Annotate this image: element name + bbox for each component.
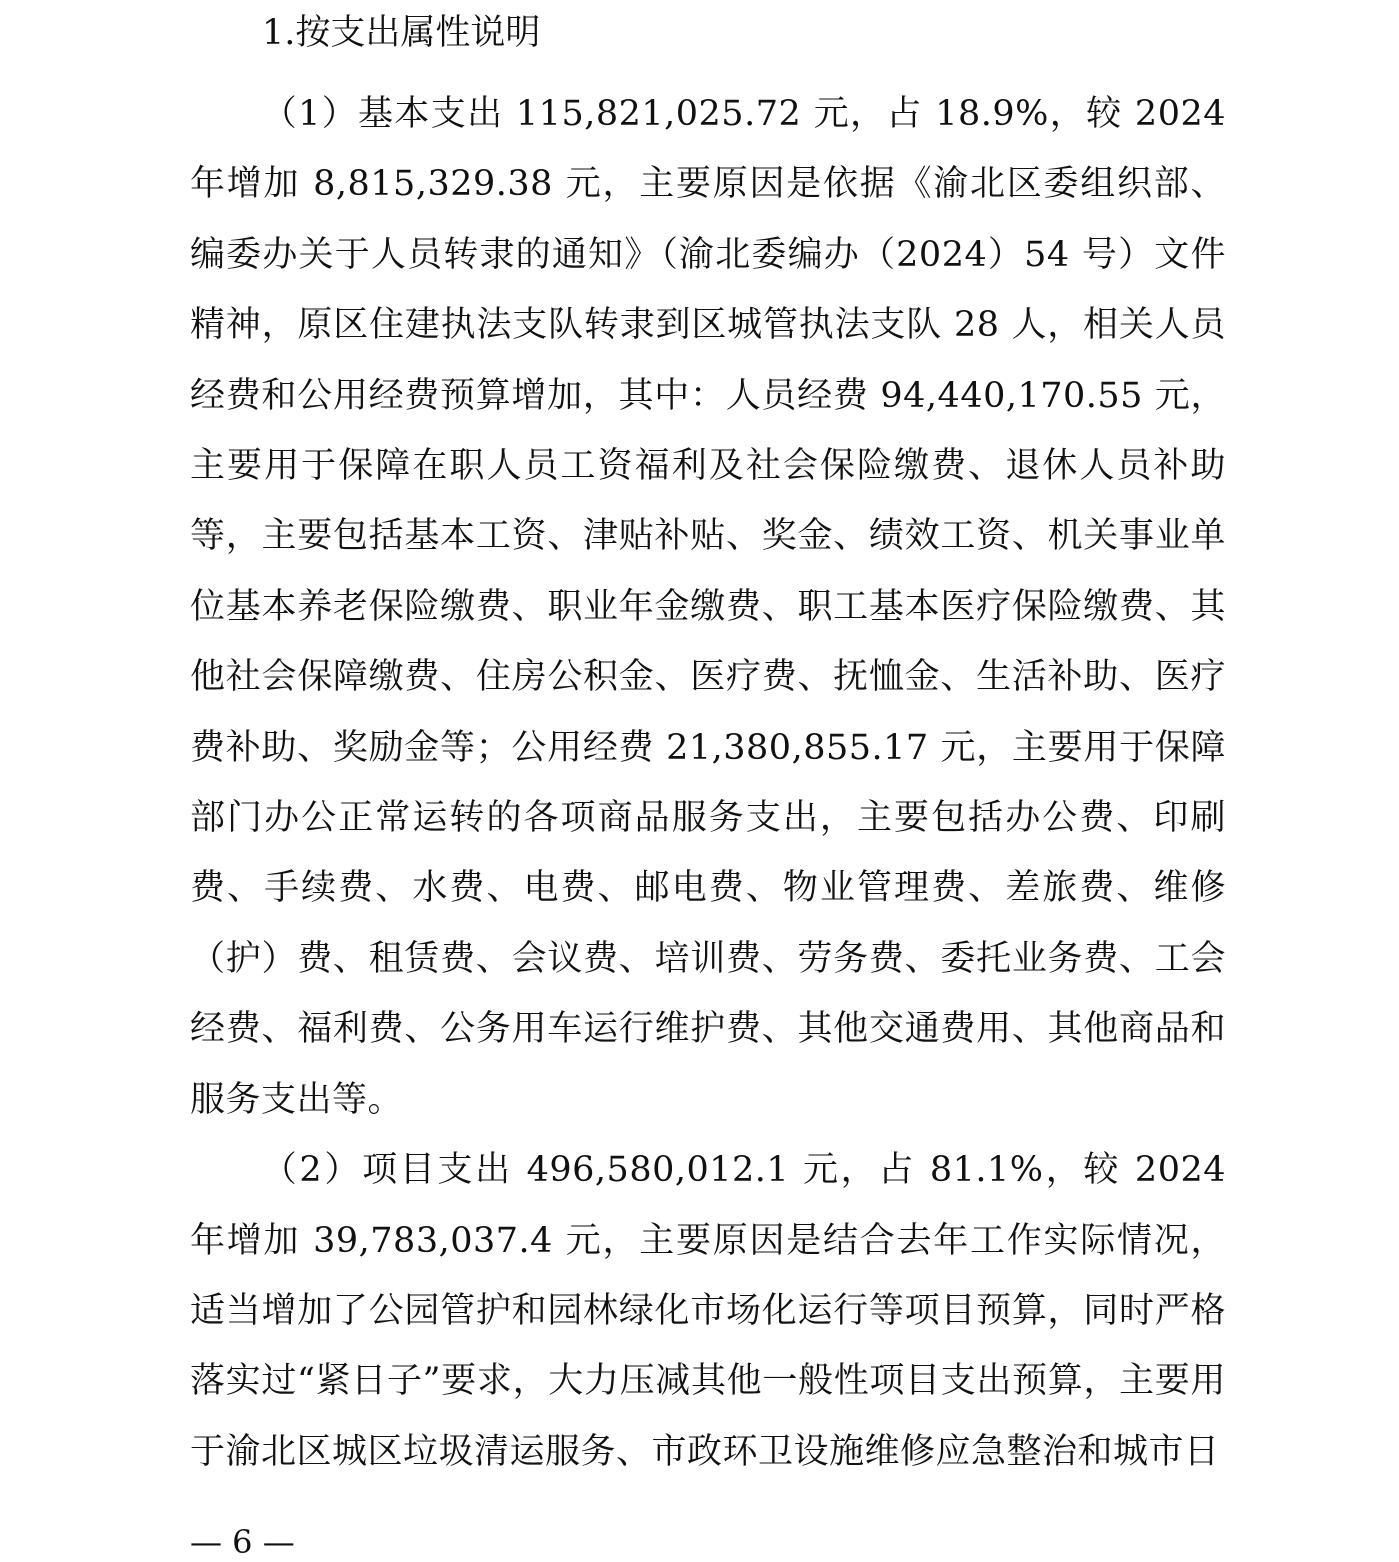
paragraph-project-expenditure: （2）项目支出 496,580,012.1 元，占 81.1%，较 2024 年增加 39,783,037.4 元，主要原因是结合去年工作实际情况，适当增加了公园管护和园林绿化市场化运行等项目预算，同时严格落实过“紧日子”要求，大力压减其他一般性项目支出预算，主要用于渝北区城区垃圾清运服务、市政环卫设施维修应急整治和城市日 [190,1150,1226,1472]
document-body [190,8,1226,1487]
page-number: — 6 — [190,1523,295,1561]
paragraph-basic-expenditure: （1）基本支出 115,821,025.72 元，占 18.9%，较 2024 年增加 8,815,329.38 元，主要原因是依据《渝北区委组织部、编委办关于人员转隶的通知》（渝北委编办（2024）54 号）文件精神，原区住建执法支队转隶到区城管执法支队 28 人，相关人员经费和公用经费预算增加，其中：人员经费 94,440,170.55 元，主要用于保障在职人员工资福利及社会保险缴费、退休人员补助等，主要包括基本工资、津贴补贴、奖金、绩效工资、机关事业单位基本养老保险缴费、职业年金缴费、职工基本医疗保险缴费、其他社会保障缴费、住房公积金、医疗费、抚恤金、生活补助、医疗费补助、奖励金等；公用经费 21,380,855.17 元，主要用于保障部门办公正常运转的各项商品服务支出，主要包括办公费、印刷费、手续费、水费、电费、邮电费、物业管理费、差旅费、维修（护）费、租赁费、会议费、培训费、劳务费、委托业务费、工会经费、福利费、公务用车运行维护费、其他交通费用、其他商品和服务支出等。 [190,94,1226,1120]
section-heading: 1.按支出属性说明 [262,13,541,53]
